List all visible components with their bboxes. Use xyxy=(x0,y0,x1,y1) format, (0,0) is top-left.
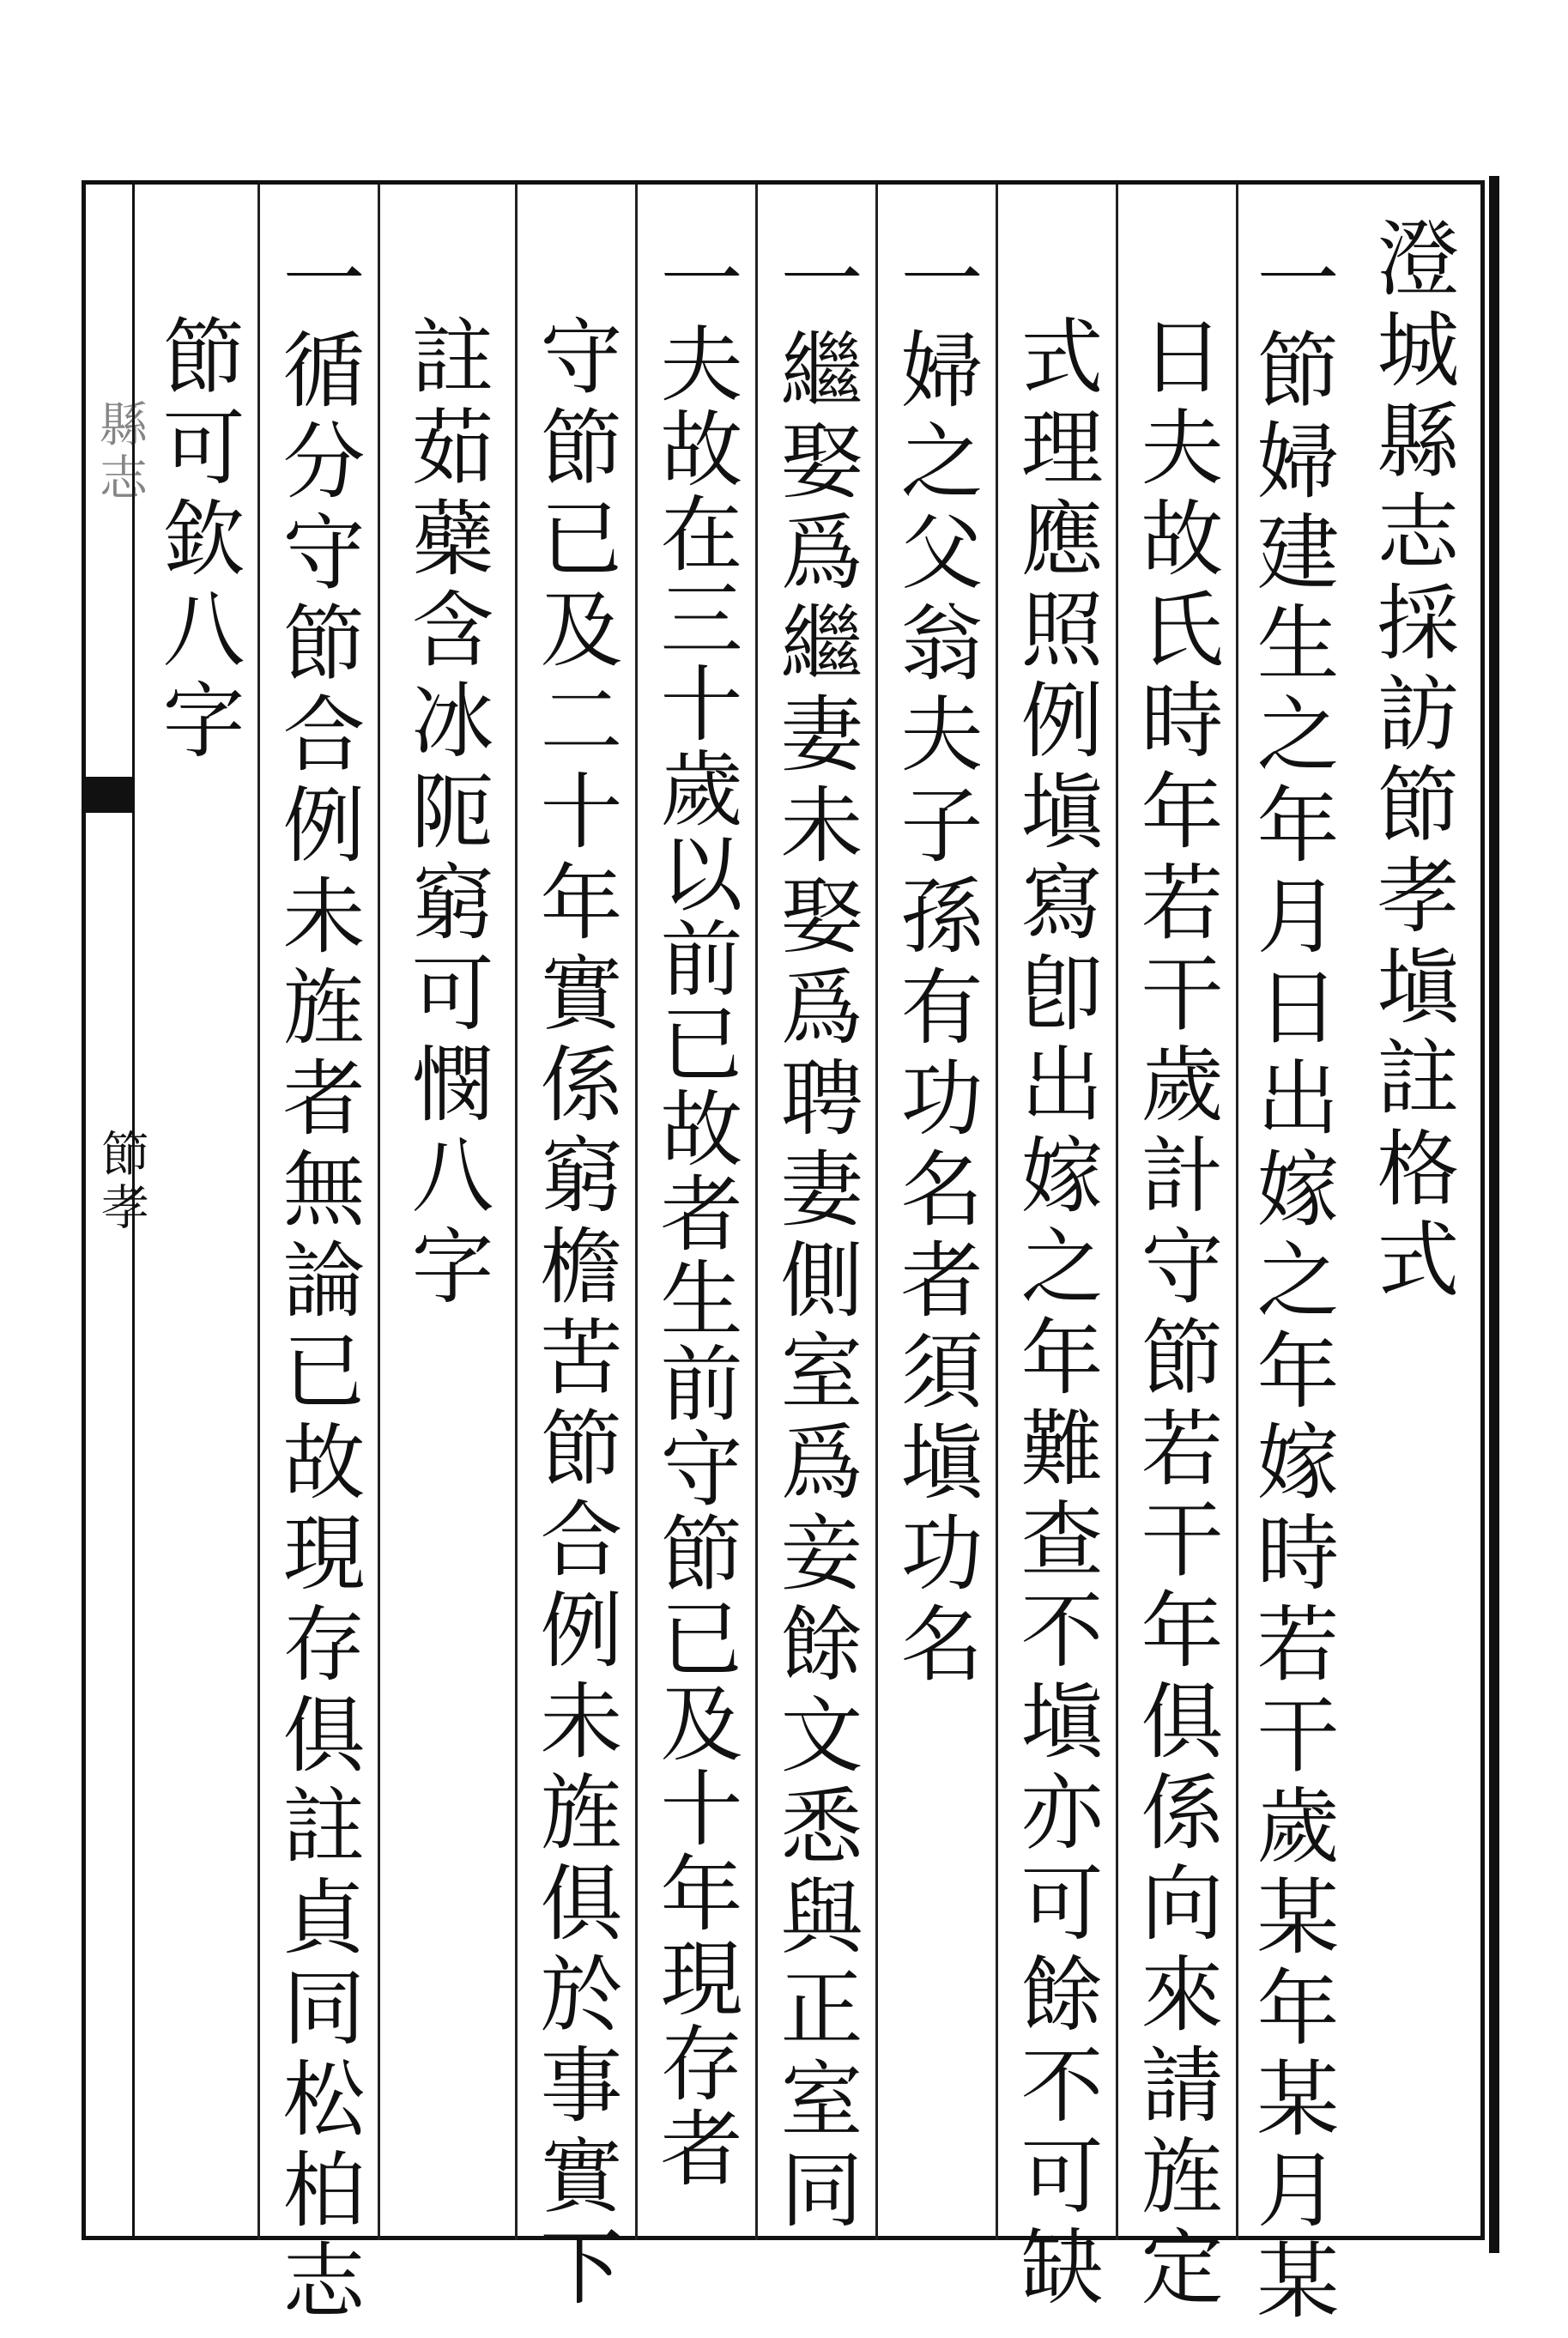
column-5 xyxy=(755,185,875,2240)
text-column: 一婦之父翁夫子孫有功名者須塡功名 xyxy=(887,236,984,1692)
column-4 xyxy=(875,185,996,2240)
fore-edge-black-band xyxy=(82,777,135,813)
column-7 xyxy=(515,185,635,2315)
text-column: 一夫故在三十歲以前已故者生前守節已及十年現存者 xyxy=(647,236,743,2190)
column-1 xyxy=(1236,185,1347,2329)
text-column: 式理應照例塡寫卽出嫁之年難查不塡亦可餘不可缺 xyxy=(1008,313,1104,2315)
column-9 xyxy=(257,185,378,2329)
column-2 xyxy=(1116,185,1236,2315)
fore-edge-section: 節孝 xyxy=(94,1129,149,1235)
page-title: 澄城縣志採訪節孝塡註格式 xyxy=(1364,215,1460,1307)
text-column: 日夫故氏時年若干歲計守節若干年俱係向來請旌定 xyxy=(1128,313,1224,2315)
text-column: 節可欽八字 xyxy=(149,313,245,768)
column-title xyxy=(1347,185,1476,2240)
text-column: 一繼娶爲繼妻未娶爲聘妻側室爲妾餘文悉與正室同 xyxy=(767,236,863,2238)
column-8 xyxy=(378,185,515,2240)
text-column: 一節婦建生之年月日出嫁之年嫁時若干歲某年某月某 xyxy=(1244,236,1340,2329)
text-column: 守節已及二十年實係窮檐苦節合例未旌俱於事實下 xyxy=(527,313,623,2315)
column-6 xyxy=(635,185,755,2240)
text-column: 一循分守節合例未旌者無論已故現存俱註貞同松柏志 xyxy=(269,236,366,2329)
fore-edge-title: 縣志 xyxy=(92,399,148,506)
column-10 xyxy=(137,185,257,2240)
text-column: 註茹蘗含冰阨窮可憫八字 xyxy=(398,313,494,1314)
fore-edge xyxy=(82,185,149,2240)
column-3 xyxy=(996,185,1116,2315)
